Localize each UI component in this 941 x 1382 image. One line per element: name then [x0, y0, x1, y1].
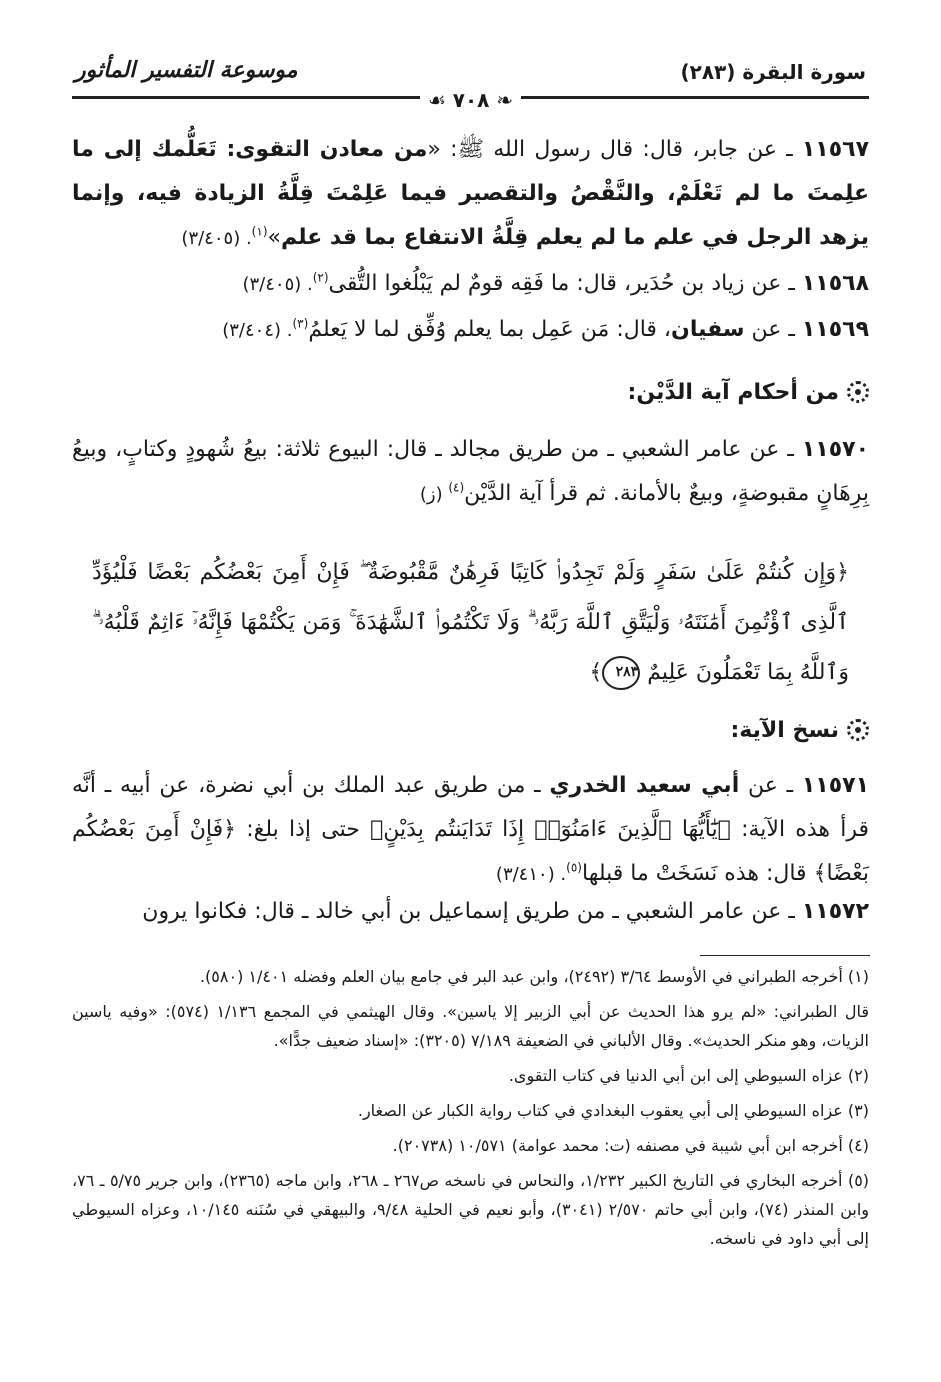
athar-11569: ١١٥٦٩ ـ عن سفيان، قال: مَن عَمِل بما يعلم وُفِّق لما لا يَعلمُ$^{(٣)}$. (٣/٤٠٤) — [222, 316, 869, 342]
footnote: قال الطبراني: «لم يرو هذا الحديث عن أبي الزبير إلا ياسين». وقال الهيثمي في المجمع ١/١٣٦ (٥٧٤): «وفيه ياسين الزيات، وهو منكر الحديث». وقال الألباني في الضعيفة ٧/١٨٩ (٣٢٠٥): «إسناد ضعيف جدًّا». — [72, 1002, 870, 1050]
quran-quote: ﴿فَإِنْ أَمِنَ بَعْضُكُم بَعْضًا﴾ — [72, 817, 869, 886]
athar-11570: ١١٥٧٠ ـ عن عامر الشعبي ـ من طريق مجالد ـ قال: البيوع ثلاثة: بيعُ شُهودٍ وكتابٍ، وبيعُ بِرِهَانٍ مقبوضةٍ، وبيعٌ بالأمانة. ثم قرأ آية الدَّيْن$^{(٤)}$ (ز) — [72, 437, 869, 506]
ayah-number-icon: ٢٨٣ — [602, 656, 640, 690]
item-number: ١١٥٧٢ — [801, 899, 869, 924]
page-number: ❧ ٧٠٨ ☙ — [420, 88, 521, 112]
book-title-header: موسوعة التفسير المأثور — [75, 58, 298, 83]
section-heading: من أحكام آية الدَّيْن: — [628, 380, 869, 405]
footnotes — [72, 962, 869, 1259]
footnote-marker: (٢) — [312, 270, 329, 285]
footnote: (١) أخرجه الطبراني في الأوسط ٣/٦٤ (٢٤٩٢)، وابن عبد البر في جامع بيان العلم وفضله ١/٤٠١ (٥٨٠). — [199, 967, 869, 986]
reference: . (٣/٤٠٥) — [242, 274, 313, 295]
item-number: ١١٥٦٩ — [801, 317, 869, 342]
flower-icon — [847, 719, 869, 741]
footnote-marker: (١) — [251, 224, 268, 239]
hadith-11567: ١١٥٦٧ ـ عن جابر، قال: قال رسول الله ﷺ: «من معادن التقوى: تَعَلُّمك إلى ما علِمتَ ما لم تَعْلَمْ، والنَّقْصُ والتقصير فيما عَلِمْتَ قِلَّةُ الزيادة فيه، وإنما يزهد الرجل في علم ما لم يعلم قِلَّةُ الانتفاع بما قد علم»$^{(١)}$. (٣/٤٠٥) — [72, 137, 869, 250]
item-number: ١١٥٧١ — [801, 773, 869, 798]
reference: (ز) — [419, 484, 449, 505]
quoted-text: من معادن التقوى: تَعَلُّمك إلى ما علِمتَ ما لم تَعْلَمْ، والنَّقْصُ والتقصير فيما عَلِمْتَ قِلَّةُ الزيادة فيه، وإنما يزهد الرجل في علم ما لم يعلم قِلَّةُ الانتفاع بما قد علم — [72, 137, 869, 250]
item-number: ١١٥٦٧ — [801, 137, 869, 162]
quran-verse: ﴿وَإِن كُنتُمْ عَلَىٰ سَفَرٍ وَلَمْ تَجِدُوا۟ كَاتِبًا فَرِهَٰنٌ مَّقْبُوضَةٌ ۖ فَإِنْ أَمِنَ بَعْضُكُم بَعْضًا فَلْيُؤَدِّ ٱلَّذِى ٱؤْتُمِنَ أَمَٰنَتَهُۥ وَلْيَتَّقِ ٱللَّهَ رَبَّهُۥ ۗ وَلَا تَكْتُمُوا۟ ٱلشَّهَٰدَةَ ۚ وَمَن يَكْتُمْهَا فَإِنَّهُۥٓ ءَاثِمٌ قَلْبُهُۥ ۗ وَٱللَّهُ بِمَا تَعْمَلُونَ عَلِيمٌ ٢٨٣﴾ — [92, 548, 849, 698]
footnote-marker: (٥) — [566, 860, 582, 875]
reference: . (٣/٤٠٥) — [181, 228, 252, 249]
flower-icon — [847, 381, 869, 403]
athar-11571: ١١٥٧١ ـ عن أبي سعيد الخدري ـ من طريق عبد الملك بن أبي نضرة، عن أبيه ـ أنَّه قرأ هذه الآية: ﴿يَٰٓأَيُّهَا ٱلَّذِينَ ءَامَنُوٓا۟ إِذَا تَدَايَنتُم بِدَيْنٍ﴾ حتى إذا بلغ: ﴿فَإِنْ أَمِنَ بَعْضُكُم بَعْضًا﴾ قال: هذه نَسَخَتْ ما قبلها$^{(٥)}$. (٣/٤١٠) — [72, 773, 869, 886]
footnote: (٢) عزاه السيوطي إلى ابن أبي الدنيا في كتاب التقوى. — [508, 1066, 869, 1085]
footnote-marker: (٣) — [292, 316, 309, 331]
surah-header: سورة البقرة (٢٨٣) — [680, 60, 866, 84]
item-number: ١١٥٦٨ — [801, 271, 869, 296]
footnote: (٥) أخرجه البخاري في التاريخ الكبير ١/٢٣٢، والنحاس في ناسخه ص٢٦٧ ـ ٢٦٨، وابن ماجه (٢٣٦٥)، وابن جرير ٥/٧٥ ـ ٧٦، وابن المنذر (٧٤)، وابن أبي حاتم ٢/٥٧٠ (٣٠٤١)، وأبو نعيم في الحلية ٩/٤٨، والبيهقي في سُنَنه ١٠/١٤٥، وعزاه السيوطي إلى أبي داود في ناسخه. — [72, 1171, 870, 1248]
ornament-icon: ❧ — [496, 88, 514, 112]
item-number: ١١٥٧٠ — [801, 437, 869, 462]
footnote-divider — [700, 955, 870, 956]
ornament-icon: ☙ — [427, 88, 446, 112]
athar-11572: ١١٥٧٢ ـ عن عامر الشعبي ـ من طريق إسماعيل بن أبي خالد ـ قال: فكانوا يرون — [142, 899, 869, 924]
reference: . (٣/٤١٠) — [495, 864, 567, 885]
quran-quote: ﴿يَٰٓأَيُّهَا ٱلَّذِينَ ءَامَنُوٓا۟ إِذَا تَدَايَنتُم بِدَيْنٍ﴾ — [370, 817, 731, 842]
section-heading: نسخ الآية: — [731, 718, 870, 743]
footnote: (٣) عزاه السيوطي إلى أبي يعقوب البغدادي في كتاب رواية الكبار عن الصغار. — [357, 1101, 869, 1120]
reference: . (٣/٤٠٤) — [222, 320, 293, 341]
footnote-marker: (٤) — [448, 480, 465, 495]
athar-11568: ١١٥٦٨ ـ عن زياد بن حُدَير، قال: ما فَقِه قومٌ لم يَبْلُغوا التُّقى$^{(٢)}$. (٣/٤٠٥) — [242, 270, 869, 296]
footnote: (٤) أخرجه ابن أبي شيبة في مصنفه (ت: محمد عوامة) ١٠/٥٧١ (٢٠٧٣٨). — [392, 1136, 869, 1155]
